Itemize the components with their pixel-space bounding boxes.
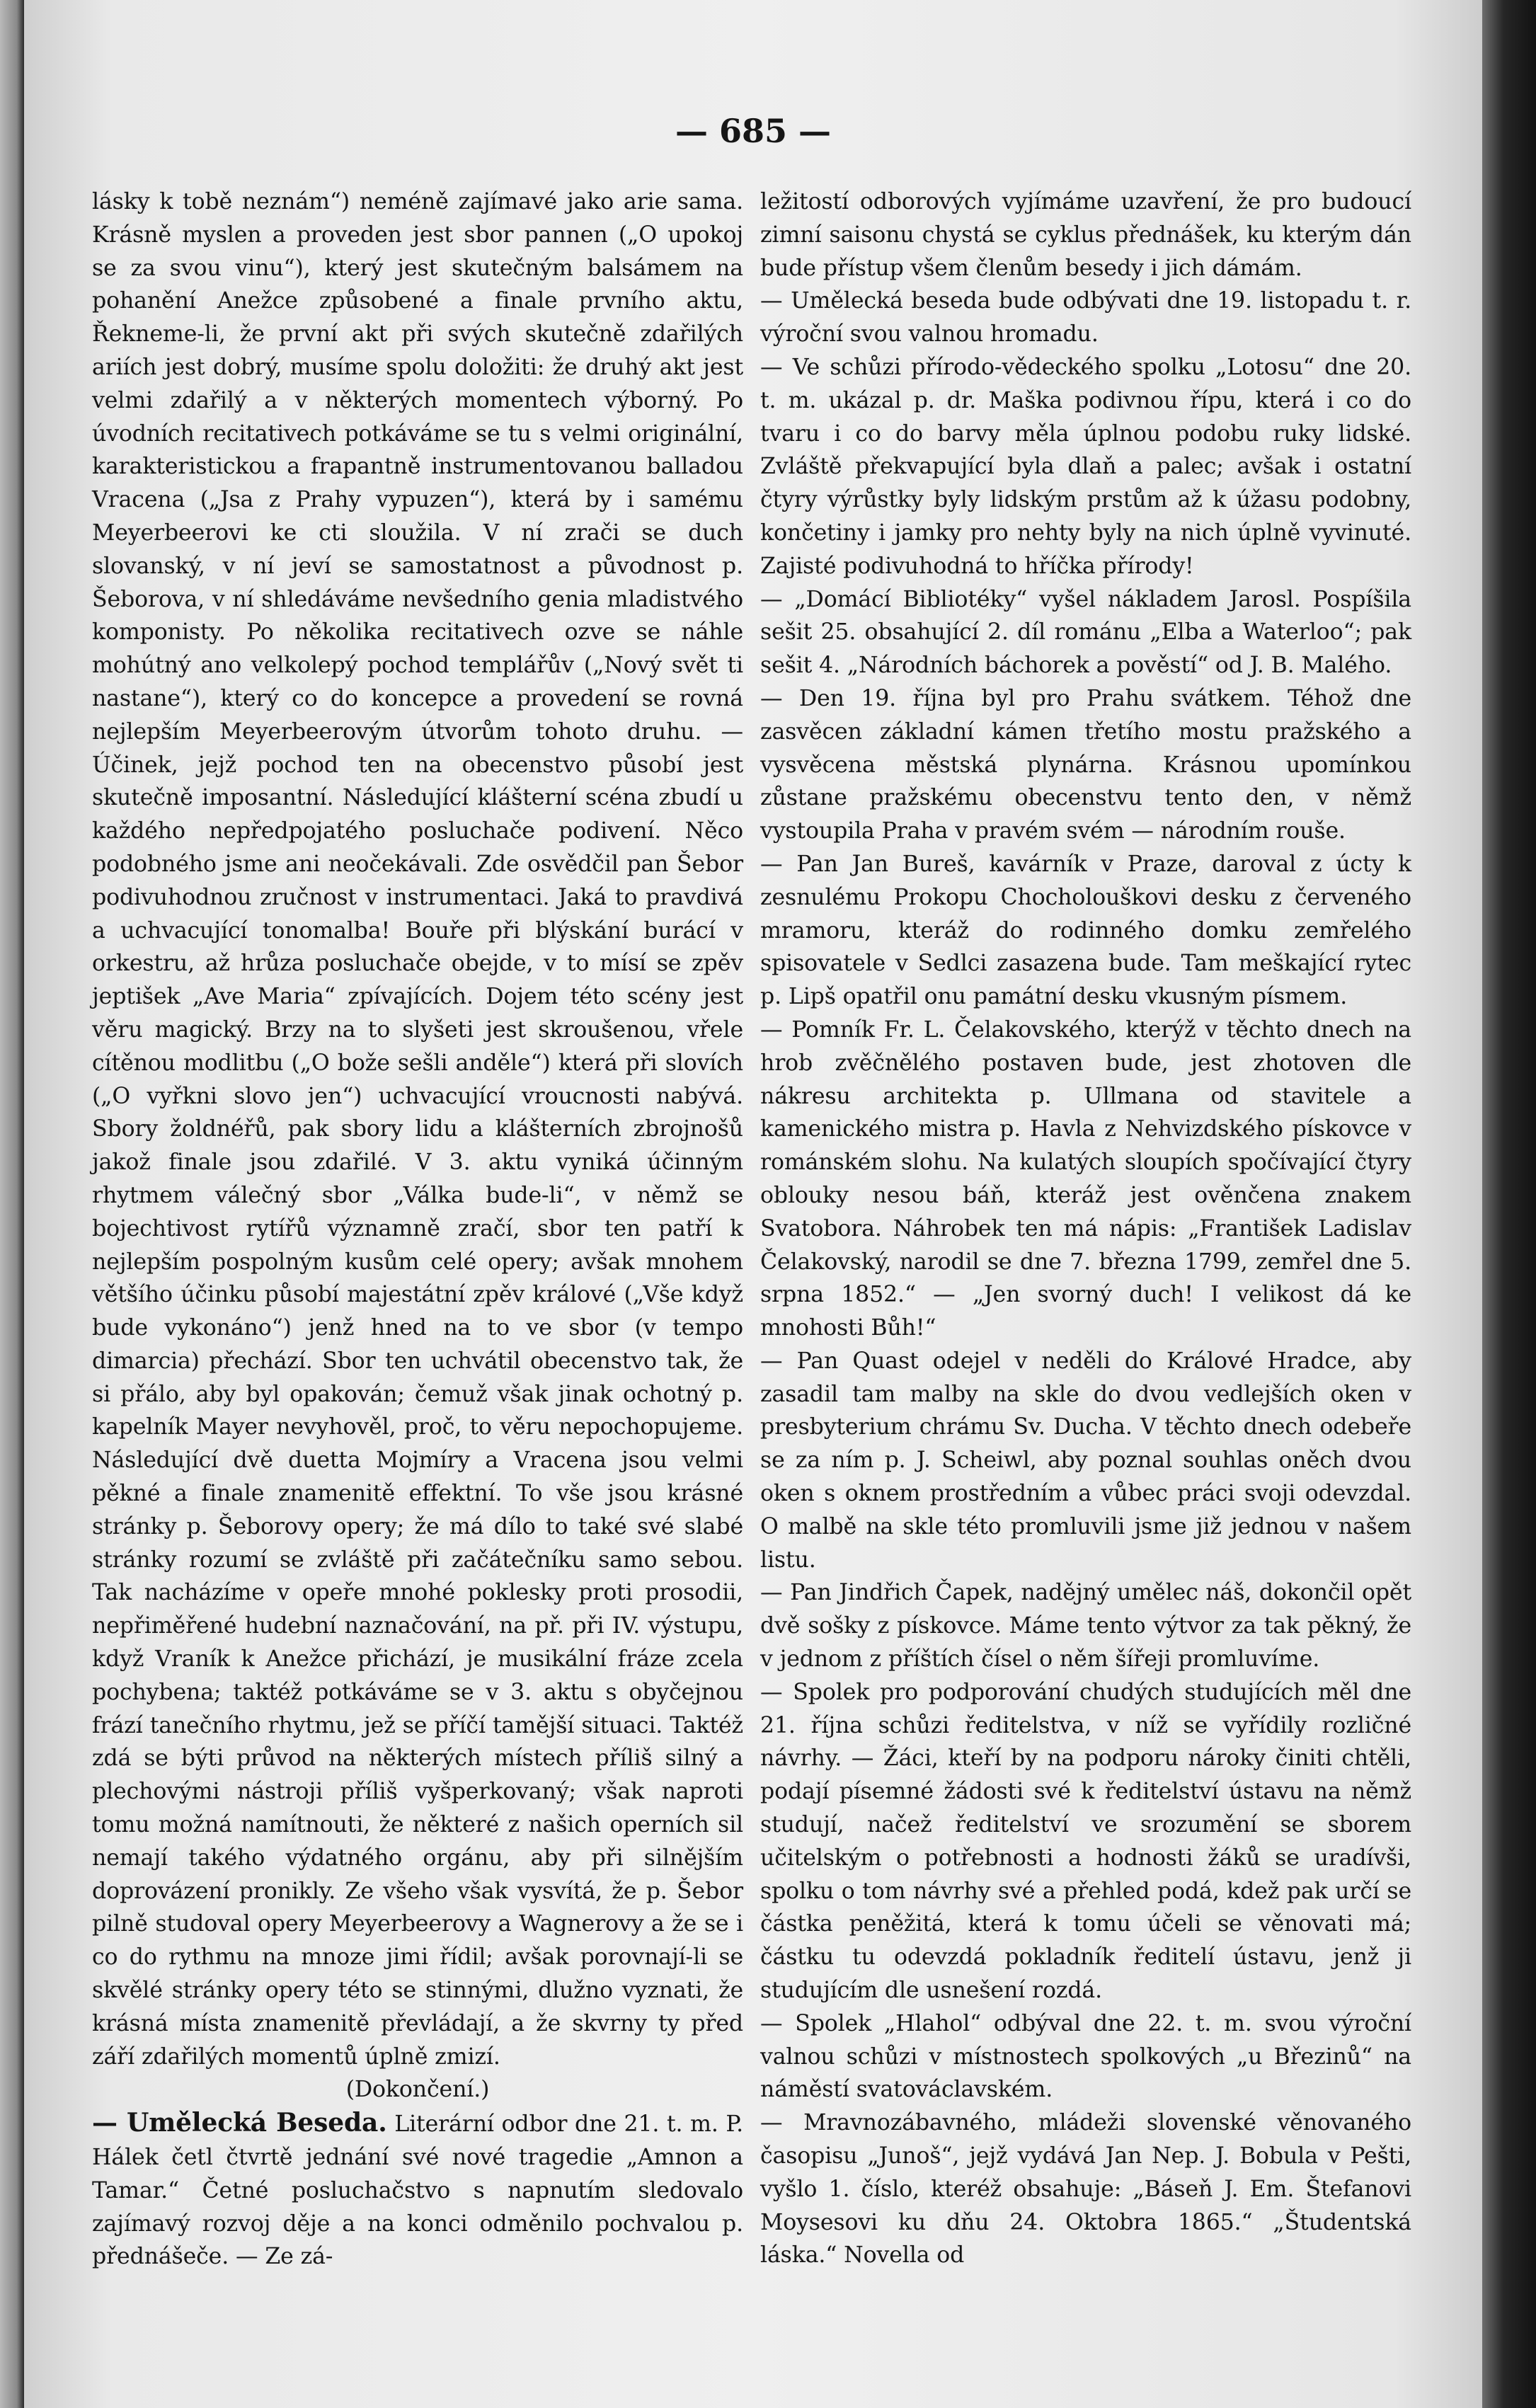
news-item: — Mravnozábavného, mládeži slovenské věnovaného časopisu „Junoš“, jejž vydává Jan Nep. J. Bobula v Pešti, vyšlo 1. číslo, kteréž obsahuje: „Báseň J. Em. Štefanovi Moysesovi ku dňu 24. Oktobra 1865.“ „Študentská láska.“ Novella od bbox=[760, 2110, 1411, 2269]
right-column bbox=[760, 185, 1411, 2272]
umelecka-beseda-paragraph bbox=[92, 2106, 743, 2274]
news-item: — „Domácí Bibliotéky“ vyšel nákladem Jarosl. Pospíšila sešit 25. obsahující 2. díl románu „Elba a Waterloo“; pak sešit 4. „Národních báchorek a pověstí“ od J. B. Malého. bbox=[760, 586, 1411, 679]
continued-note: (Dokončení.) bbox=[345, 2077, 490, 2103]
news-item: — Spolek pro podporování chudých studujících měl dne 21. října schůzi ředitelstva, v níž se vyřídily rozličné návrhy. — Žáci, kteří by na podporu nároky činiti chtěli, podají písemné žádosti své k ředitelství ústavu na němž studují, načež ředitelství ve srozumění se sborem učitelským o potřebnosti a hodnosti žáků se uradívši, spolku o tom návrhy své a přehled podá, kdež pak určí se částka peněžitá, která k tomu účeli se věnovati má; částku tu odevzdá pokladník ředitelí ústavu, jenž ji studujícím dle usnešení rozdá. bbox=[760, 1679, 1411, 2004]
news-item: — Ve schůzi přírodo-vědeckého spolku „Lotosu“ dne 20. t. m. ukázal p. dr. Maška podivnou řípu, která i co do tvaru i co do barvy měla úplnou podobu ruky lidské. Zvláště překvapující byla dlaň a palec; avšak i ostatní čtyry výrůstky byly lidským prstům až k úžasu podobny, končetiny i jamky pro nehty byly na nich úplně vyvinuté. Zajisté podivuhodná to hříčka přírody! bbox=[760, 354, 1411, 579]
left-column bbox=[92, 185, 743, 2274]
news-item: — Pan Jan Bureš, kavárník v Praze, daroval z úcty k zesnulému Prokopu Chocholouškovi desku z červeného mramoru, kteráž do rodinného domku zemřelého spisovatele v Sedlci zasazena bude. Tam meškající rytec p. Lipš opatřil onu památní desku vkusným písmem. bbox=[760, 851, 1411, 1010]
umelecka-beseda-heading: — Umělecká Beseda. bbox=[92, 2108, 387, 2138]
news-item: — Spolek „Hlahol“ odbýval dne 22. t. m. svou výroční valnou schůzi v místnostech spolkových „u Březinů“ na náměstí svatováclavském. bbox=[760, 2010, 1411, 2103]
umelecka-beseda-text: Literární odbor dne 21. t. m. P. Hálek četl čtvrtě jednání své nové tragedie „Amnon a Tamar.“ Četné posluchačstvo s napnutím sledovalo zajímavý rozvoj děje a na konci odměnilo pochvalou p. přednášeče. — Ze zá- bbox=[92, 2111, 743, 2270]
right-binding-edge bbox=[1482, 0, 1536, 2408]
opera-review-paragraph: lásky k tobě neznám“) neméně zajímavé jako arie sama. Krásně myslen a proveden jest sbor pannen („O upokoj se za svou vinu“), který jest skutečným balsámem na pohanění Anežce způsobené a finale prvního aktu, Řekneme-li, že první akt při svých skutečně zdařilých ariích jest dobrý, musíme spolu doložiti: že druhý akt jest velmi zdařilý a v některých momentech výborný. Po úvodních recitativech potkáváme se tu s velmi originální, karakteristickou a frapantně instrumentovanou balladou Vracena („Jsa z Prahy vypuzen“), která by i samému Meyerbeerovi ke cti sloužila. V ní zrači se duch slovanský, v ní jeví se samostatnost a původnost p. Šeborova, v ní shledáváme nevšedního genia mladistvého komponisty. Po několika recitativech ozve se náhle mohútný ano velkolepý pochod templářův („Nový svět ti nastane“), který co do koncepce a provedení se rovná nejlepším Meyerbeerovým útvorům tohoto druhu. — Účinek, jejž pochod ten na obecenstvo působí jest skutečně imposantní. Následující klášterní scéna zbudí u každého nepředpojatého posluchače podivení. Něco podobného jsme ani neočekávali. Zde osvědčil pan Šebor podivuhodnou zručnost v instrumentaci. Jaká to pravdivá a uchvacující tonomalba! Bouře při blýskání burácí v orkestru, až hrůza posluchače obejde, v to mísí se zpěv jeptišek „Ave Maria“ zpívajících. Dojem této scény jest věru magický. Brzy na to slyšeti jest skroušenou, vřele cítěnou modlitbu („O bože sešli anděle“) která při slovích („O vyřkni slovo jen“) uchvacující vroucnosti nabývá. Sbory žoldnéřů, pak sbory lidu a klášterních zbrojnošů jakož finale jsou zdařilé. V 3. aktu vyniká účinným rhytmem válečný sbor „Válka bude-li“, v němž se bojechtivost rytířů významně zračí, sbor ten patří k nejlepším pospolným kusům celé opery; avšak mnohem většího účinku působí majestátní zpěv králové („Vše když bude vykonáno“) jenž hned na to ve sbor (v tempo dimarcia) přechází. Sbor ten uchvátil obecenstvo tak, že si přálo, aby byl opakován; čemuž však jinak ochotný p. kapelník Mayer nevyhověl, proč, to věru nepochopujeme. Následující dvě duetta Mojmíry a Vracena jsou velmi pěkné a finale znamenitě effektní. To vše jsou krásné stránky p. Šeborovy opery; že má dílo to také své slabé stránky rozumí se zvláště při začátečníku samo sebou. Tak nacházíme v opeře mnohé poklesky proti prosodii, nepřiměřené hudební naznačování, na př. při IV. výstupu, když Vraník k Anežce přichází, je musikální fráze zcela pochybena; taktéž potkáváme se v 3. aktu s obyčejnou frází tanečního rhytmu, jež se příčí tamější situaci. Taktéž zdá se býti průvod na některých místech příliš silný a plechovými nástroji příliš vyšperkovaný; však naproti tomu možná namítnouti, že některé z našich operních sil nemají takého výdatného orgánu, aby při silnějším doprovázení pronikly. Ze všeho však vysvítá, že p. Šebor pilně studoval opery Meyerbeerovy a Wagnerovy a že se i co do rythmu na mnoze jimi řídil; avšak porovnají-li se skvělé stránky opery této se stinnými, dlužno vyznati, že krásná místa znamenitě převládají, a že skvrny ty před září zdařilých momentů úplně zmizí. bbox=[92, 189, 743, 2070]
news-item: — Umělecká beseda bude odbývati dne 19. listopadu t. r. výroční svou valnou hromadu. bbox=[760, 288, 1411, 348]
news-item: — Den 19. října byl pro Prahu svátkem. Téhož dne zasvěcen základní kámen třetího mostu pražského a vysvěcena městská plynárna. Krásnou upomínkou zůstane pražskému obecenstvu tento den, v němž vystoupila Praha v pravém svém — národním rouše. bbox=[760, 685, 1411, 844]
page-number: — 685 — bbox=[675, 112, 832, 150]
newspaper-page bbox=[24, 0, 1482, 2408]
news-item: — Pomník Fr. L. Čelakovského, kterýž v těchto dnech na hrob zvěčnělého postaven bude, jest zhotoven dle nákresu architekta p. Ullmana od stavitele a kamenického mistra p. Havla z Nehvizdského pískovce v románském slohu. Na kulatých sloupích spočívající čtyry oblouky nesou báň, kteráž jest ověnčena znakem Svatobora. Náhrobek ten má nápis: „František Ladislav Čelakovský, narodil se dne 7. března 1799, zemřel dne 5. srpna 1852.“ — „Jen svorný duch! I velikost dá ke mnohosti Bůh!“ bbox=[760, 1016, 1411, 1341]
news-item: — Pan Quast odejel v neděli do Králové Hradce, aby zasadil tam malby na skle do dvou vedlejších oken v presbyterium chrámu Sv. Ducha. V těchto dnech odebeře se za ním p. J. Scheiwl, aby poznal souhlas oněch dvou oken s oknem prostředním a vůbec práci svoji odevzdal. O malbě na skle této promluvili jsme již jednou v našem listu. bbox=[760, 1348, 1411, 1573]
news-item: ležitostí odborových vyjímáme uzavření, že pro budoucí zimní saisonu chystá se cyklus přednášek, ku kterým dán bude přístup všem členům besedy i jich dámám. bbox=[760, 189, 1411, 281]
news-item: — Pan Jindřich Čapek, nadějný umělec náš, dokončil opět dvě sošky z pískovce. Máme tento výtvor za tak pěkný, že v jednom z příštích čísel o něm šířeji promluvíme. bbox=[760, 1580, 1411, 1673]
left-page-edge bbox=[0, 0, 24, 2408]
